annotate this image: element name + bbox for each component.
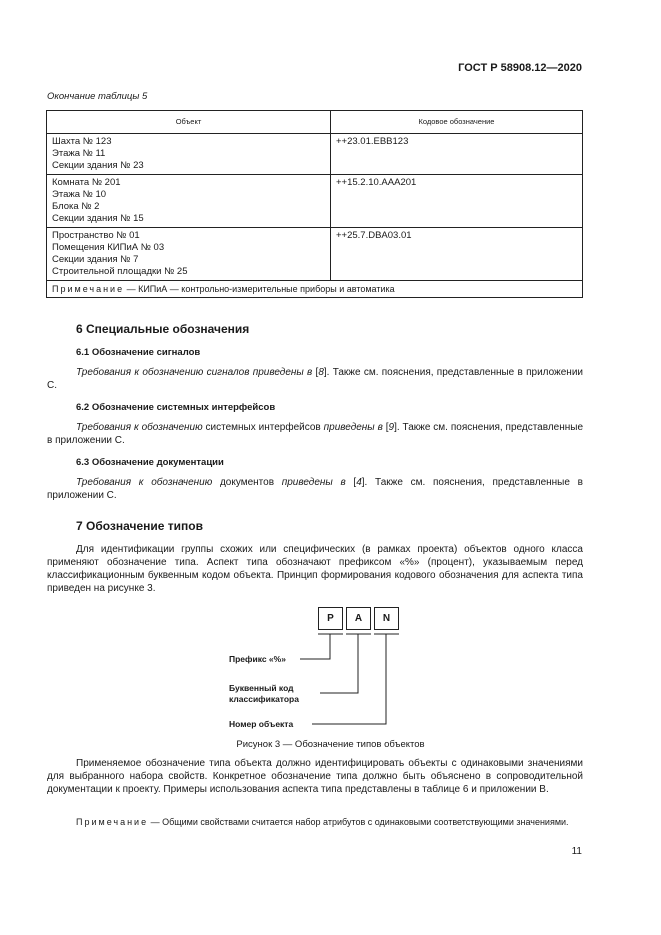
text-plain: документов [212,477,282,488]
code-cell: ++23.01.EBB123 [331,134,583,175]
text-italic: Требования к обозначению [76,422,203,433]
object-line: Шахта № 123 [52,136,112,147]
object-line: Помещения КИПиА № 03 [52,242,165,253]
text-italic: Требования к обозначению [76,477,213,488]
label-object-number: Номер объекта [229,719,294,729]
object-line: Строительной площадки № 25 [52,266,188,277]
label-prefix: Префикс «%» [229,654,286,664]
text-plain: ]. Также см. пояснения, представленные в приложении С. [47,422,584,446]
text-italic: приведены в [281,477,346,488]
label-letter-code-line: Буквенный код [229,683,294,693]
section-6-title: 6 Специальные обозначения [76,322,250,336]
letter-box-p: P [318,607,343,630]
code-cell: ++25.7.DBA03.01 [331,228,583,281]
letter-box-n: N [374,607,399,630]
text-plain: ]. Также см. пояснения, представленные в приложении С. [47,477,583,501]
document-code: ГОСТ Р 58908.12—2020 [458,62,582,74]
text-plain: системных интерфейсов [202,422,324,433]
figure-3-caption: Рисунок 3 — Обозначение типов объектов [236,739,425,750]
note-label: Примечание [76,817,149,827]
subsection-6-3-title: 6.3 Обозначение документации [76,457,224,468]
section-7-title: 7 Обозначение типов [76,519,203,533]
object-line: Секции здания № 15 [52,213,144,224]
object-line: Секции здания № 7 [52,254,139,265]
column-header-code: Кодовое обозначение [331,111,583,134]
label-letter-code [229,683,299,705]
paragraph-text: Для идентификации группы схожих или специфических (в рамках проекта) объектов одного класса применяют обозначение типа. Аспект типа обозначают префиксом «%» (процент), указываемым перед классификационным буквенным кодом объекта. Принцип формирования кодового обозначения для аспекта типа приведен на рисунке 3. [47,544,583,594]
reference: 8 [318,367,324,378]
object-line: Комната № 201 [52,177,121,188]
text-italic: приведены в [323,422,383,433]
subsection-6-1-title: 6.1 Обозначение сигналов [76,347,201,358]
note-text: — КИПиА — контрольно-измерительные приборы и автоматика [124,284,395,294]
column-header-object: Объект [47,111,331,134]
subsection-6-2-title: 6.2 Обозначение системных интерфейсов [76,402,276,413]
code-cell: ++15.2.10.AAA201 [331,175,583,228]
reference: 9 [388,422,395,433]
object-line: Этажа № 11 [52,148,106,159]
table-caption: Окончание таблицы 5 [47,91,148,102]
text-plain: [ [345,477,357,488]
object-line: Секции здания № 23 [52,160,144,171]
object-line: Этажа № 10 [52,189,107,200]
section-7-paragraph-2 [47,757,583,796]
text-italic: Требования к обозначению сигналов приведены в [76,367,313,378]
connector-letter-code [320,634,358,693]
connector-number [312,634,386,724]
note-label: Примечание [52,284,125,294]
section-7-note [47,816,583,828]
connector-prefix [300,634,330,659]
label-letter-code-line: классификатора [229,694,299,704]
letter-box-a: A [346,607,371,630]
page-number: 11 [571,846,582,857]
text-plain: [ [312,367,319,378]
object-line: Блока № 2 [52,201,100,212]
text-plain: ]. Также см. пояснения, представленные в приложении С. [47,367,584,391]
object-line: Пространство № 01 [52,230,140,241]
note-text: — Общими свойствами считается набор атрибутов с одинаковыми соответствующими значениями. [148,817,569,827]
paragraph-text: Применяемое обозначение типа объекта должно идентифицировать объекты с одинаковыми значениями для выбранного набора свойств. Конкретное обозначение типа должно быть объяснено в сопроводительной документации к проекту. Примеры использования аспекта типа представлены в таблице 6 и приложении В. [47,758,583,795]
text-plain: [ [382,422,389,433]
reference: 4 [356,477,362,488]
